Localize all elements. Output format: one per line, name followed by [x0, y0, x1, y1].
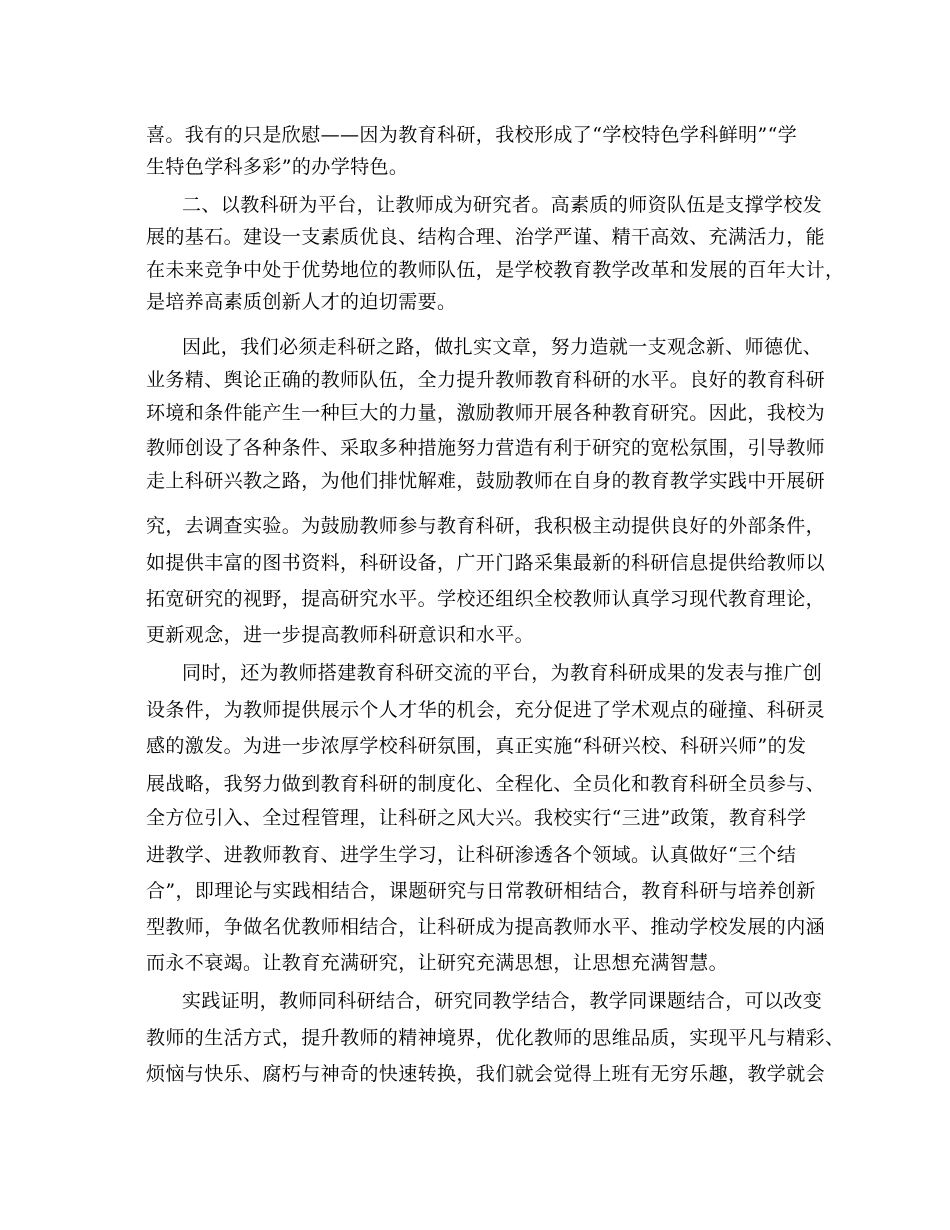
text-line: 生特色学科多彩”的办学特色。 [146, 156, 409, 178]
text-line: 教师的生活方式，提升教师的精神境界，优化教师的思维品质，实现平凡与精彩、 [146, 1027, 845, 1049]
text-line: 如提供丰富的图书资料，科研设备，广开门路采集最新的科研信息提供给教师以 [146, 552, 826, 574]
paragraph-first-line: 同时，还为教师搭建教育科研交流的平台，为教育科研成果的发表与推广创 [182, 662, 823, 684]
text-line: 烦恼与快乐、腐朽与神奇的快速转换，我们就会觉得上班有无穷乐趣，教学就会 [146, 1063, 826, 1085]
text-line: 展的基石。建设一支素质优良、结构合理、治学严谨、精干高效、充满活力，能 [146, 226, 826, 248]
paragraph-first-line: 二、以教科研为平台，让教师成为研究者。高素质的师资队伍是支撑学校发 [182, 194, 823, 216]
text-line: 在未来竞争中处于优势地位的教师队伍，是学校教育教学改革和发展的百年大计， [146, 259, 845, 281]
text-line: 而永不衰竭。让教育充满研究，让研究充满思想，让思想充满智慧。 [146, 952, 729, 974]
text-line: 喜。我有的只是欣慰——因为教育科研，我校形成了“学校特色学科鲜明”“学 [146, 124, 798, 146]
text-line: 教师创设了各种条件、采取多种措施努力营造有利于研究的宽松氛围，引导教师 [146, 437, 826, 459]
text-line: 环境和条件能产生一种巨大的力量，激励教师开展各种教育研究。因此，我校为 [146, 402, 826, 424]
text-line: 拓宽研究的视野，提高研究水平。学校还组织全校教师认真学习现代教育理论， [146, 588, 826, 610]
text-line: 究，去调查实验。为鼓励教师参与教育科研，我积极主动提供良好的外部条件， [146, 515, 826, 537]
text-line: 展战略，我努力做到教育科研的制度化、全程化、全员化和教育科研全员参与、 [146, 773, 826, 795]
text-line: 合”，即理论与实践相结合，课题研究与日常教研相结合，教育科研与培养创新 [146, 880, 816, 902]
paragraph-first-line: 因此，我们必须走科研之路，做扎实文章，努力造就一支观念新、师德优、 [182, 336, 823, 358]
text-line: 更新观念，进一步提高教师科研意识和水平。 [146, 624, 535, 646]
text-line: 感的激发。为进一步浓厚学校科研氛围，真正实施“科研兴校、科研兴师”的发 [146, 735, 807, 757]
text-line: 型教师，争做名优教师相结合，让科研成为提高教师水平、推动学校发展的内涵 [146, 916, 826, 938]
text-line: 全方位引入、全过程管理，让科研之风大兴。我校实行“三进”政策，教育科学 [146, 807, 807, 829]
text-line: 进教学、进教师教育、进学生学习，让科研渗透各个领域。认真做好“三个结 [146, 844, 797, 866]
text-line: 业务精、舆论正确的教师队伍，全力提升教师教育科研的水平。良好的教育科研 [146, 369, 826, 391]
text-line: 走上科研兴教之路，为他们排忧解难，鼓励教师在自身的教育教学实践中开展研 [146, 470, 826, 492]
paragraph-first-line: 实践证明，教师同科研结合，研究同教学结合，教学同课题结合，可以改变 [182, 990, 823, 1012]
text-line: 是培养高素质创新人才的迫切需要。 [146, 291, 457, 313]
text-line: 设条件，为教师提供展示个人才华的机会，充分促进了学术观点的碰撞、科研灵 [146, 699, 826, 721]
